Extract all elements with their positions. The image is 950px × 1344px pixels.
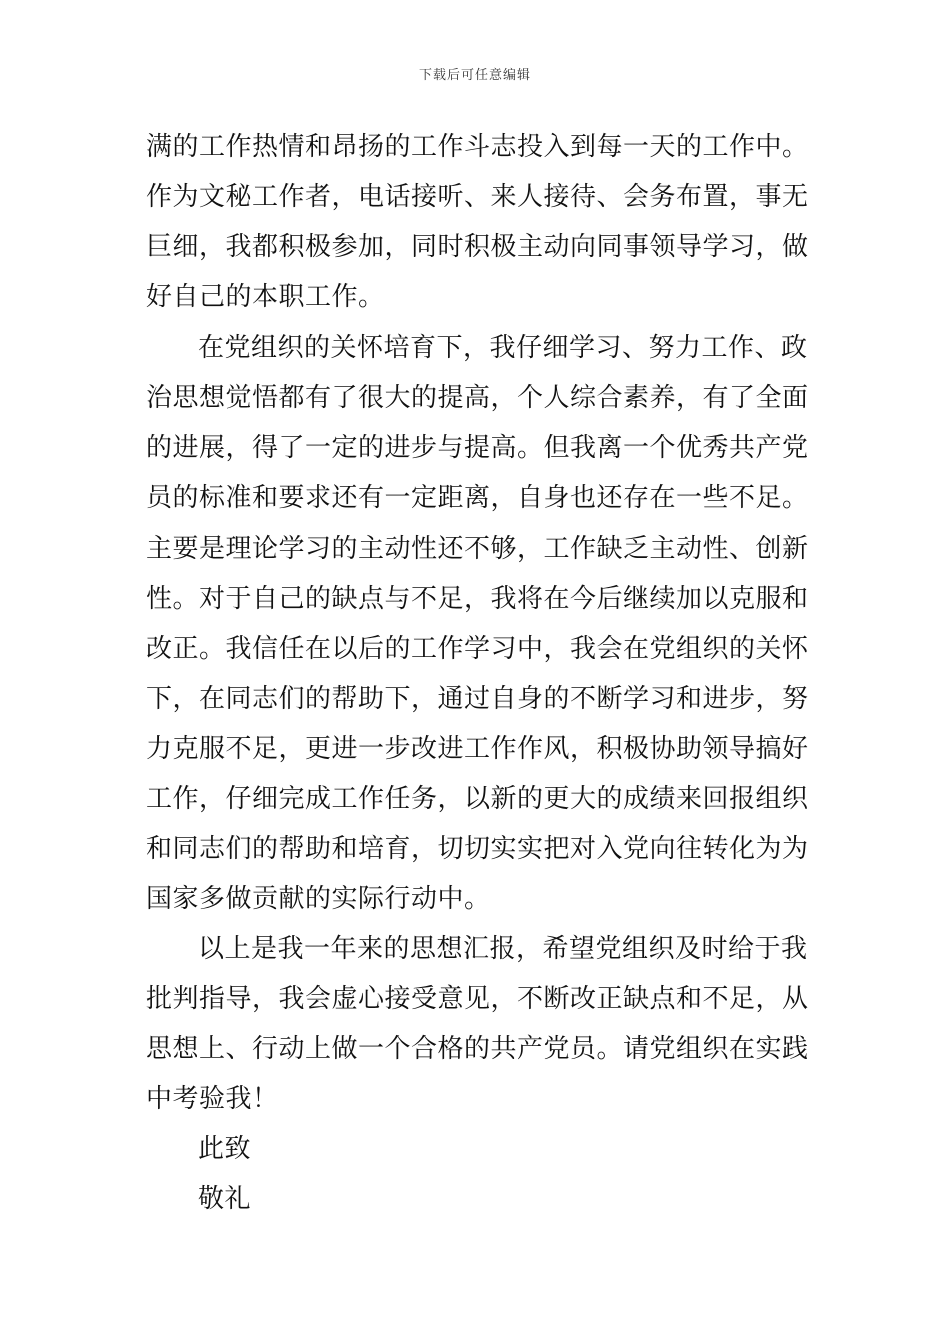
page-header: 下载后可任意编辑 bbox=[418, 68, 531, 83]
text-line: 员的标准和要求还有一定距离，自身也还存在一些不足。 bbox=[146, 483, 809, 513]
text-line: 国家多做贡献的实际行动中。 bbox=[146, 884, 491, 914]
text-line: 作为文秘工作者，电话接听、来人接待、会务布置，事无 bbox=[146, 182, 809, 212]
text-line: 巨细，我都积极参加，同时积极主动向同事领导学习，做 bbox=[146, 232, 809, 262]
text-line: 满的工作热情和昂扬的工作斗志投入到每一天的工作中。 bbox=[146, 132, 809, 162]
closing-salutation: 此致 bbox=[198, 1134, 252, 1164]
closing-regards: 敬礼 bbox=[198, 1184, 252, 1214]
text-line: 在党组织的关怀培育下，我仔细学习、努力工作、政 bbox=[198, 333, 808, 363]
text-line: 改正。我信任在以后的工作学习中，我会在党组织的关怀 bbox=[146, 634, 809, 664]
text-line: 以上是我一年来的思想汇报，希望党组织及时给于我 bbox=[198, 934, 808, 964]
text-line: 力克服不足，更进一步改进工作作风，积极协助领导搞好 bbox=[146, 734, 809, 764]
text-line: 性。对于自己的缺点与不足，我将在今后继续加以克服和 bbox=[146, 584, 809, 614]
text-line: 主要是理论学习的主动性还不够，工作缺乏主动性、创新 bbox=[146, 534, 809, 564]
text-line: 批判指导，我会虚心接受意见，不断改正缺点和不足，从 bbox=[146, 984, 809, 1014]
text-line: 好自己的本职工作。 bbox=[146, 282, 385, 312]
text-line: 的进展，得了一定的进步与提高。但我离一个优秀共产党 bbox=[146, 433, 809, 463]
text-line: 工作，仔细完成工作任务，以新的更大的成绩来回报组织 bbox=[146, 784, 809, 814]
text-line: 思想上、行动上做一个合格的共产党员。请党组织在实践 bbox=[146, 1034, 809, 1064]
text-line: 中考验我！ bbox=[146, 1084, 279, 1114]
text-line: 下，在同志们的帮助下，通过自身的不断学习和进步，努 bbox=[146, 684, 809, 714]
text-line: 和同志们的帮助和培育，切切实实把对入党向往转化为为 bbox=[146, 834, 809, 864]
text-line: 治思想觉悟都有了很大的提高，个人综合素养，有了全面 bbox=[146, 383, 809, 413]
